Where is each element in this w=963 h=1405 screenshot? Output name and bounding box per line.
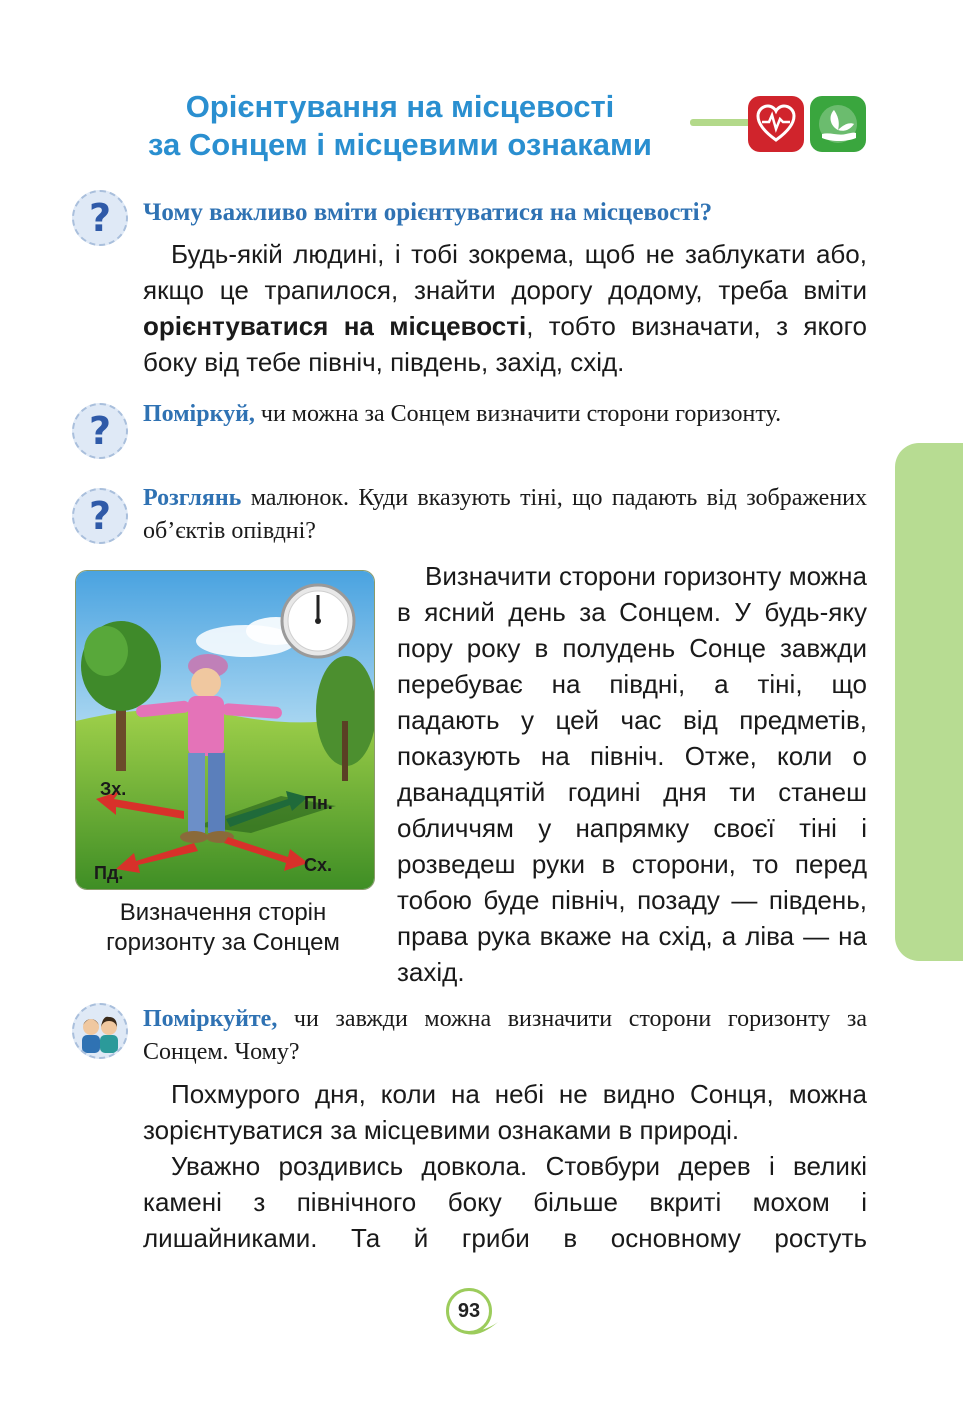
section2-rest: чи можна за Сонцем визначити сторони горизонту. xyxy=(254,401,782,427)
section3-rest: малюнок. Куди вказують тіні, що падають від зображених об’єктів опівдні? xyxy=(143,485,867,544)
section4-paragraph: Визначити сторони горизонту можна в ясний день за Сонцем. У будь-яку пору року в полудень Сонце завжди перебуває на півдні, а тіні, що падають у цей час від предметів, показують на північ. Отже, коли о дванадцятій годині дня ти станеш обличчям у напрямку своєї тіні і розведеш руки в сторони, то перед тобою буде північ, позаду — південь, права рука вкаже на схід, а ліва — на захід. xyxy=(397,561,867,987)
section6-paragraph-2: Уважно роздивись довкола. Стовбури дерев і великі камені з північного боку більше вкриті мохом і лишайниками. Та й гриби в основному ростуть xyxy=(143,1151,867,1253)
section5-lead: Поміркуйте, xyxy=(143,1006,278,1032)
label-north: Пн. xyxy=(304,793,333,813)
label-east: Сх. xyxy=(304,855,333,875)
section1-text-2: , тобто визначати, з якого боку від тебе північ, південь, захід, схід. xyxy=(143,311,867,377)
label-west: Зх. xyxy=(100,779,127,799)
section2-prompt xyxy=(143,398,867,431)
section1-text-1: Будь-якій людині, і тобі зокрема, щоб не заблукати або, якщо це трапилося, знайти дорогу додому, треба вміти xyxy=(143,239,867,305)
label-south: Пд. xyxy=(94,863,124,883)
section6-paragraph-1: Похмурого дня, коли на небі не видно Сонця, можна зорієнтуватися за місцевими ознаками в природі. xyxy=(143,1079,867,1145)
section3-lead: Розглянь xyxy=(143,485,242,511)
title-line-1: Орієнтування на місцевості xyxy=(185,89,615,124)
eco-badge xyxy=(810,96,866,152)
question-icon: ? xyxy=(72,403,128,459)
question-icon: ? xyxy=(72,190,128,246)
health-badge xyxy=(748,96,804,152)
page-title xyxy=(100,88,700,164)
caption-line-2: горизонту за Сонцем xyxy=(106,929,340,956)
sun-orientation-illustration xyxy=(75,570,375,890)
heart-pulse-icon xyxy=(754,102,798,146)
section5-prompt xyxy=(143,1003,867,1069)
section1-bold-term: орієнтуватися на місцевості xyxy=(143,311,527,341)
section5-rest: чи завжди можна визначити сторони горизонту за Сонцем. Чому? xyxy=(143,1006,867,1065)
caption-line-1: Визначення сторін xyxy=(119,899,327,926)
section2-lead: Поміркуй, xyxy=(143,401,255,427)
page-number-text: 93 xyxy=(446,1288,492,1334)
title-line-2: за Сонцем і місцевими ознаками xyxy=(147,127,652,162)
page-number xyxy=(446,1288,496,1338)
leaf-hand-icon xyxy=(816,102,860,146)
section3-prompt xyxy=(143,482,867,548)
question-icon: ? xyxy=(72,488,128,544)
illustration-art xyxy=(76,571,374,889)
section1-paragraph xyxy=(143,236,867,380)
figure-caption xyxy=(78,898,368,958)
group-work-icon xyxy=(72,1003,128,1059)
section1-heading: Чому важливо вміти орієнтуватися на місцевості? xyxy=(143,199,713,226)
side-tab xyxy=(895,443,963,961)
